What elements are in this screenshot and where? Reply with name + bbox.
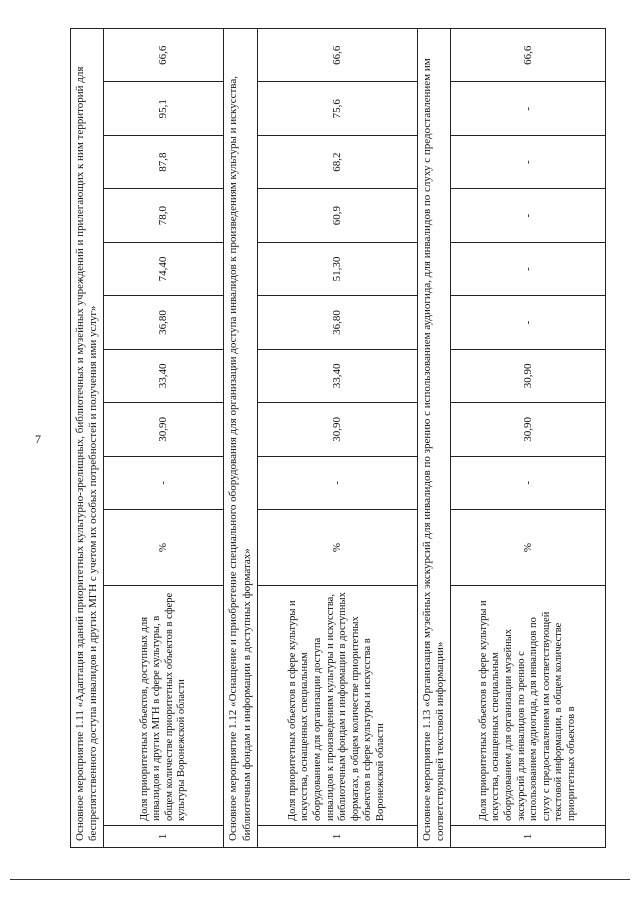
indicators-table [70,28,606,848]
value-cell: 36,80 [257,296,417,349]
value-cell: 30,90 [451,349,606,402]
value-cell: - [451,189,606,242]
value-cell: 33,40 [104,349,224,402]
value-cell: 68,2 [257,135,417,188]
value-cell: 66,6 [104,29,224,83]
row-number: 1 [451,826,606,848]
value-cell: - [257,456,417,509]
value-cell: 78,0 [104,189,224,242]
section-header-1-13: Основное мероприятие 1.13 «Организация музейных экскурсий для инвалидов по зрению с использованием аудиогида, для инвалидов по слуху с предоставлением им соответствующей текстовой информации» [417,29,450,848]
value-cell: 36,80 [104,296,224,349]
value-cell: - [104,456,224,509]
table-row [104,29,224,848]
unit-cell: % [451,510,606,586]
value-cell: 66,6 [451,29,606,83]
indicator-description: Доля приоритетных объектов в сфере культуры и искусства, оснащенных специальным оборудованием для организации доступа инвалидов к произведениям культуры и искусства, библиотечным фондам и информации в доступных форматах, в общем количестве приоритетных объектов в сфере культуры и искусства в Воронежской области [257,586,417,826]
rotated-table-container [70,28,590,848]
value-cell: 30,90 [257,403,417,456]
value-cell: - [451,135,606,188]
unit-cell: % [257,510,417,586]
unit-cell: % [104,510,224,586]
value-cell: 74,40 [104,242,224,295]
page-number: 7 [35,432,41,446]
value-cell: 51,30 [257,242,417,295]
section-header-1-12: Основное мероприятие 1.12 «Оснащение и приобретение специального оборудования для организации доступа инвалидов к произведениям культуры и искусства, библиотечным фондам и информации в доступных форматах» [224,29,257,848]
indicator-description: Доля приоритетных объектов, доступных для инвалидов и других МГН в сфере культуры, в общем количестве приоритетных объектов в сфере культуры Воронежской области [104,586,224,826]
table-row [451,29,606,848]
bottom-rule [10,879,630,880]
value-cell: 87,8 [104,135,224,188]
section-header-row [71,29,104,848]
value-cell: 30,90 [451,403,606,456]
section-header-row [417,29,450,848]
indicator-description: Доля приоритетных объектов в сфере культуры и искусства, оснащенных специальным оборудованием для организации музейных экскурсий для инвалидов по зрению с использованием аудиогида, для инвалидов по слуху с предоставлением им соответствующей текстовой информации, в общем количестве приоритетных объектов в [451,586,606,826]
section-header-1-11: Основное мероприятие 1.11 «Адаптация зданий приоритетных культурно-зрелищных, библиотечных и музейных учреждений и прилегающих к ним территорий для беспрепятственного доступа инвалидов и других МГН с учетом их особых потребностей и получения ими услуг» [71,29,104,848]
value-cell: 30,90 [104,403,224,456]
value-cell: 66,6 [257,29,417,83]
value-cell: - [451,242,606,295]
value-cell: - [451,456,606,509]
value-cell: 75,6 [257,82,417,135]
value-cell: 60,9 [257,189,417,242]
value-cell: 95,1 [104,82,224,135]
row-number: 1 [104,826,224,848]
value-cell: - [451,82,606,135]
row-number: 1 [257,826,417,848]
value-cell: 33,40 [257,349,417,402]
table-row [257,29,417,848]
value-cell: - [451,296,606,349]
section-header-row [224,29,257,848]
